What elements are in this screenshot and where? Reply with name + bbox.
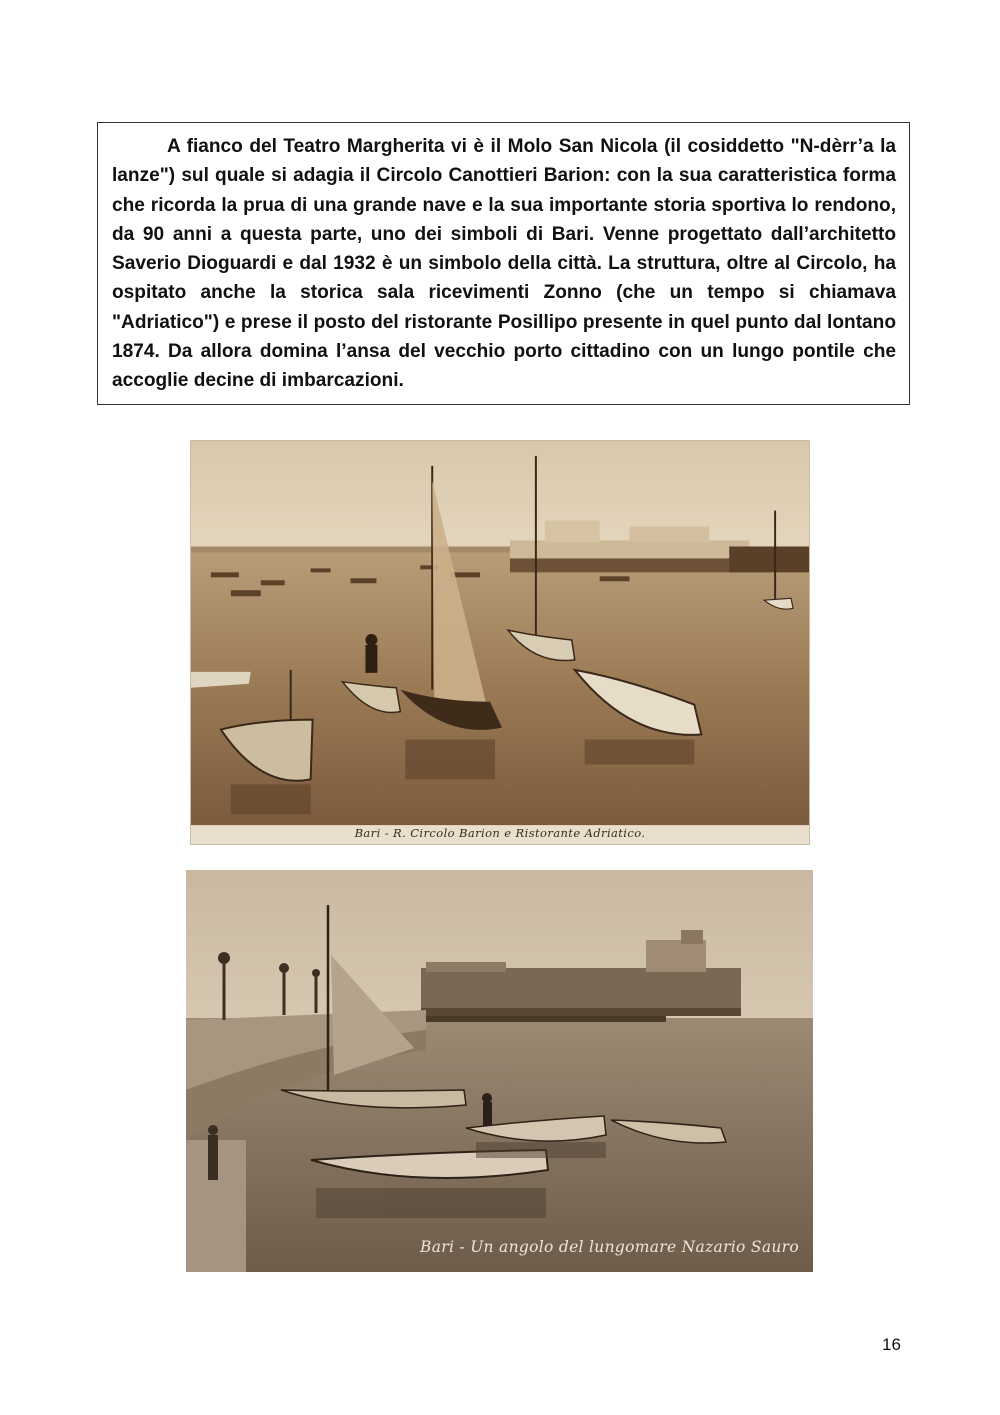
page-number: 16	[882, 1335, 901, 1354]
postcard-lungomare-image	[186, 870, 813, 1272]
body-paragraph: A fianco del Teatro Margherita vi è il Molo San Nicola (il cosiddetto "N-dèrr’a la lanze") sul quale si adagia il Circolo Canottieri Barion: con la sua caratteristica forma che ricorda la prua di una grande nave e la sua importante storia sportiva lo rendono, da 90 anni a questa parte, uno dei simboli di Bari. Venne progettato dall’architetto Saverio Dioguardi e dal 1932 è un simbolo della città. La struttura, oltre al Circolo, ha ospitato anche la storica sala ricevimenti Zonno (che un tempo si chiamava "Adriatico") e prese il posto del ristorante Posillipo presente in quel punto dal lontano 1874. Da allora domina l’ansa del vecchio porto cittadino con un lungo pontile che accoglie decine di imbarcazioni.	[112, 136, 896, 392]
postcard-lungomare-nazario-sauro	[186, 870, 813, 1272]
postcard-circolo-barion-image	[191, 441, 809, 844]
postcard-caption: Bari - R. Circolo Barion e Ristorante Adriatico.	[354, 826, 646, 840]
postcard-circolo-barion	[190, 440, 810, 845]
postcard-caption: Bari - Un angolo del lungomare Nazario Sauro	[420, 1238, 799, 1256]
text-box	[97, 122, 910, 405]
